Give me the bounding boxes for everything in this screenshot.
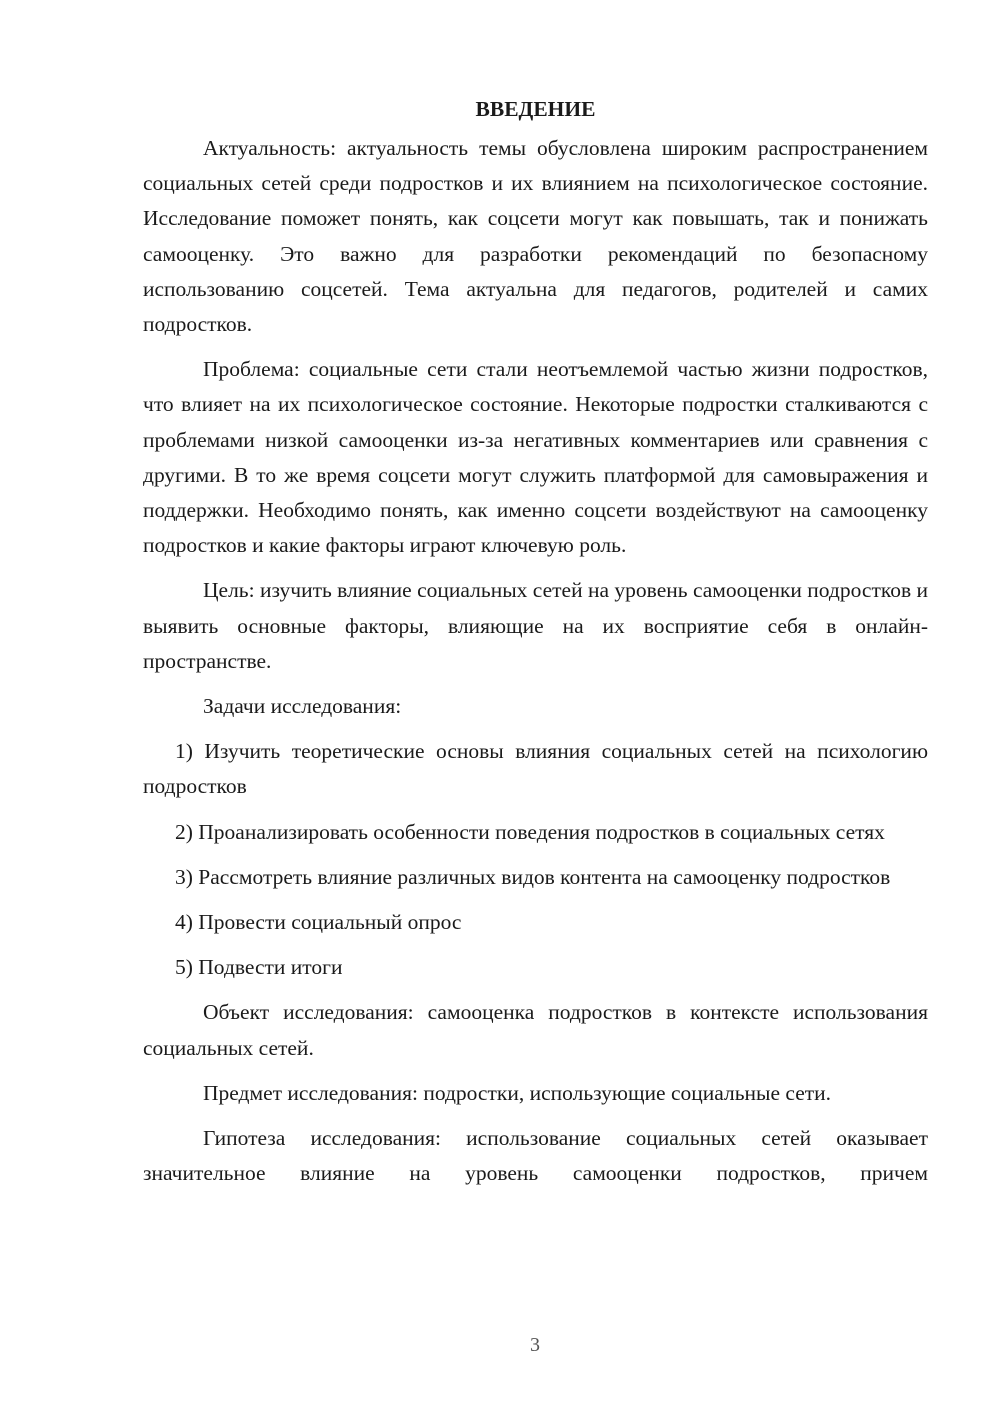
list-item: 2) Проанализировать особенности поведения подростков в социальных сетях <box>175 819 885 844</box>
paragraph-problem: Проблема: социальные сети стали неотъемлемой частью жизни подростков, что влияет на их психологическое состояние. Некоторые подростки сталкиваются с проблемами низкой самооценки из-за негативных комментариев или сравнения с другими. В то же время соцсети могут служить платформой для самовыражения и поддержки. Необходимо понять, как именно соцсети воздействуют на самооценку подростков и какие факторы играют ключевую роль. <box>143 357 928 558</box>
list-item: 3) Рассмотреть влияние различных видов контента на самооценку подростков <box>175 864 891 889</box>
paragraph-goal: Цель: изучить влияние социальных сетей на уровень самооценки подростков и выявить основные факторы, влияющие на их восприятие себя в онлайн-пространстве. <box>143 578 928 673</box>
document-page <box>143 92 928 1191</box>
list-item: 1) Изучить теоретические основы влияния социальных сетей на психологию подростков <box>143 739 928 799</box>
paragraph-object: Объект исследования: самооценка подростков в контексте использования социальных сетей. <box>143 1000 928 1060</box>
paragraph-hypothesis: Гипотеза исследования: использование социальных сетей оказывает значительное влияние на уровень самооценки подростков, причем <box>143 1126 928 1186</box>
section-title: ВВЕДЕНИЕ <box>475 97 596 121</box>
list-item: 5) Подвести итоги <box>175 955 343 980</box>
tasks-heading: Задачи исследования: <box>203 694 402 719</box>
page-number: 3 <box>530 1334 540 1356</box>
paragraph-subject: Предмет исследования: подростки, использующие социальные сети. <box>203 1080 832 1105</box>
list-item: 4) Провести социальный опрос <box>175 910 462 935</box>
paragraph-relevance: Актуальность: актуальность темы обусловлена широким распространением социальных сетей среди подростков и их влиянием на психологическое состояние. Исследование поможет понять, как соцсети могут как повышать, так и понижать самооценку. Это важно для разработки рекомендаций по безопасному использованию соцсетей. Тема актуальна для педагогов, родителей и самих подростков. <box>143 136 928 337</box>
tasks-list <box>143 734 928 985</box>
